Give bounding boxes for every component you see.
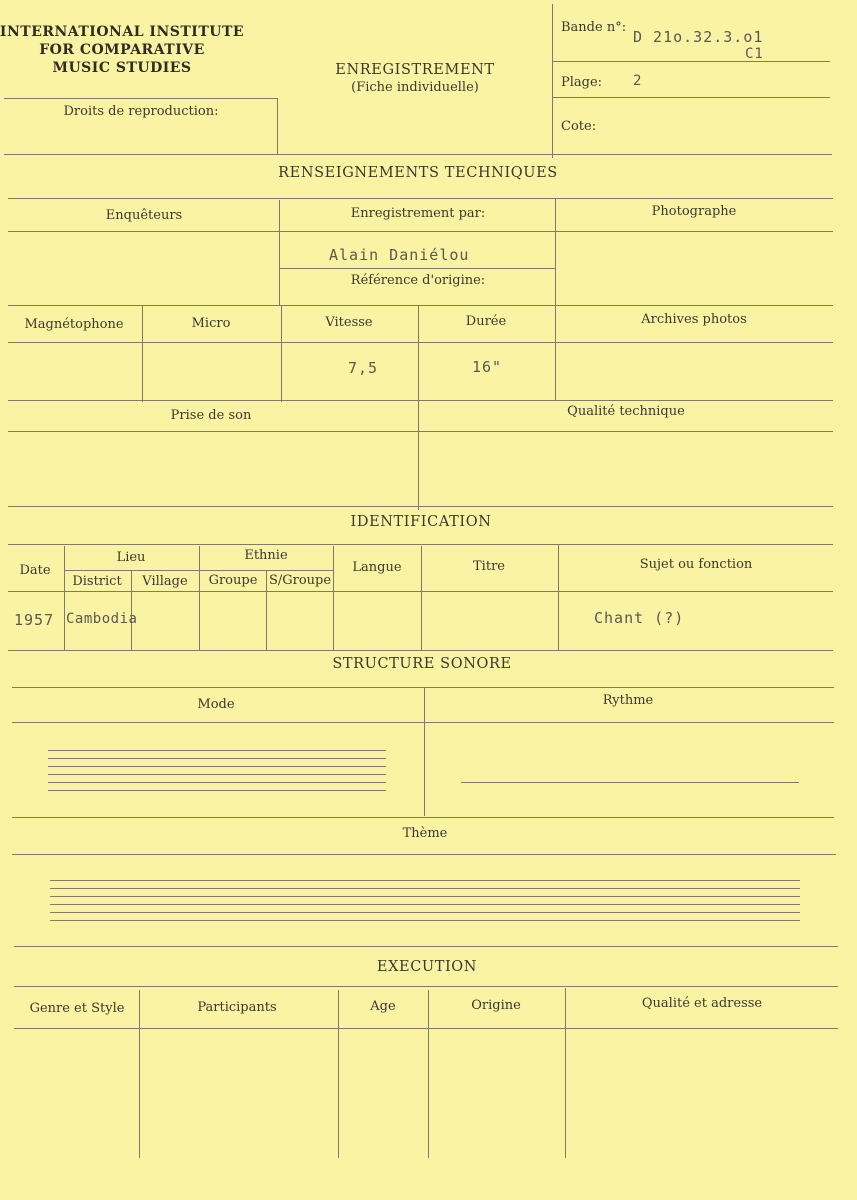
divider [64, 546, 65, 650]
identification-heading: IDENTIFICATION [350, 514, 492, 530]
micro-label: Micro [191, 316, 231, 331]
execution-heading: EXECUTION [376, 959, 478, 975]
divider [279, 200, 280, 305]
divider [421, 546, 422, 650]
institute-name-line3: MUSIC STUDIES [52, 60, 192, 76]
ethnie-label: Ethnie [244, 548, 288, 563]
enregistrement-par-label: Enregistrement par: [350, 206, 486, 221]
divider [8, 231, 833, 232]
age-label: Age [370, 999, 396, 1014]
groupe-label: Groupe [208, 573, 258, 588]
ruled-line [48, 750, 386, 751]
theme-label: Thème [402, 826, 448, 841]
divider [279, 268, 555, 269]
divider [8, 305, 833, 306]
institute-name-line1: INTERNATIONAL INSTITUTE [0, 24, 245, 40]
prise-label: Prise de son [170, 408, 252, 423]
divider [552, 97, 830, 98]
divider [555, 198, 556, 400]
titre-label: Titre [473, 559, 505, 574]
divider [142, 306, 143, 402]
ruled-line [50, 920, 800, 921]
ruled-line [50, 888, 800, 889]
divider [12, 687, 834, 688]
ruled-line [50, 912, 800, 913]
divider [428, 990, 429, 1158]
cote-label: Cote: [561, 119, 597, 134]
genre-label: Genre et Style [29, 1001, 125, 1016]
divider [8, 544, 833, 545]
sgroupe-label: S/Groupe [268, 573, 332, 588]
technique-heading: RENSEIGNEMENTS TECHNIQUES [278, 165, 558, 181]
bande-label: Bande n°: [561, 20, 627, 35]
ruled-line [50, 904, 800, 905]
divider [277, 98, 278, 154]
structure-heading: STRUCTURE SONORE [332, 656, 512, 672]
divider [552, 61, 830, 62]
lieu-label: Lieu [116, 550, 146, 565]
duree-value: 16" [471, 358, 503, 376]
divider [12, 854, 836, 855]
ruled-line [48, 758, 386, 759]
participants-label: Participants [197, 1000, 277, 1015]
bande-value-2: C1 [745, 46, 764, 62]
divider [552, 4, 553, 158]
form-title: ENREGISTREMENT [335, 62, 495, 78]
divider [14, 1028, 838, 1029]
bande-value: D 21o.32.3.o1 [633, 28, 764, 46]
divider [281, 306, 282, 402]
divider [8, 198, 833, 199]
ruled-line [48, 766, 386, 767]
divider [14, 946, 838, 947]
divider [8, 650, 833, 651]
date-label: Date [19, 563, 51, 578]
plage-label: Plage: [561, 75, 603, 90]
divider [4, 154, 832, 155]
divider [131, 570, 132, 650]
sujet-label: Sujet ou fonction [639, 557, 753, 572]
vitesse-value: 7,5 [347, 359, 379, 377]
enqueteurs-label: Enquêteurs [105, 208, 183, 223]
ruled-line [50, 880, 800, 881]
district-label: District [72, 574, 122, 589]
divider [266, 570, 267, 650]
photographe-label: Photographe [651, 204, 737, 219]
divider [338, 990, 339, 1158]
divider [64, 570, 333, 571]
divider [199, 546, 200, 650]
origine-label: Origine [471, 998, 521, 1013]
divider [565, 988, 566, 1158]
village-label: Village [142, 574, 188, 589]
divider [8, 431, 833, 432]
ruled-line [48, 782, 386, 783]
date-value: 1957 [14, 611, 55, 629]
vitesse-label: Vitesse [325, 315, 373, 330]
form-subtitle: (Fiche individuelle) [351, 80, 479, 95]
divider [8, 506, 833, 507]
qualite-technique-label: Qualité technique [567, 404, 685, 419]
langue-label: Langue [352, 560, 402, 575]
ruled-line [50, 896, 800, 897]
rythme-label: Rythme [602, 693, 654, 708]
divider [12, 817, 834, 818]
divider [14, 986, 838, 987]
divider [424, 688, 425, 816]
qualite-adresse-label: Qualité et adresse [641, 996, 763, 1011]
ruled-line [461, 782, 799, 783]
ruled-line [48, 790, 386, 791]
institute-name-line2: FOR COMPARATIVE [39, 42, 205, 58]
district-value: Cambodia [66, 611, 138, 627]
sujet-value: Chant (?) [594, 609, 685, 627]
divider [139, 990, 140, 1158]
divider [8, 591, 833, 592]
divider [418, 306, 419, 510]
divider [558, 544, 559, 650]
duree-label: Durée [465, 314, 507, 329]
divider [8, 342, 833, 343]
enregistrement-value: Alain Daniélou [329, 246, 470, 264]
mode-label: Mode [197, 697, 235, 712]
droits-label: Droits de reproduction: [63, 104, 219, 119]
archives-label: Archives photos [641, 312, 747, 327]
ruled-line [48, 774, 386, 775]
reference-label: Référence d'origine: [350, 273, 486, 288]
plage-value: 2 [633, 73, 643, 89]
magnetophone-label: Magnétophone [24, 317, 124, 332]
divider [8, 400, 833, 401]
divider [4, 98, 277, 99]
divider [12, 722, 834, 723]
divider [333, 546, 334, 650]
